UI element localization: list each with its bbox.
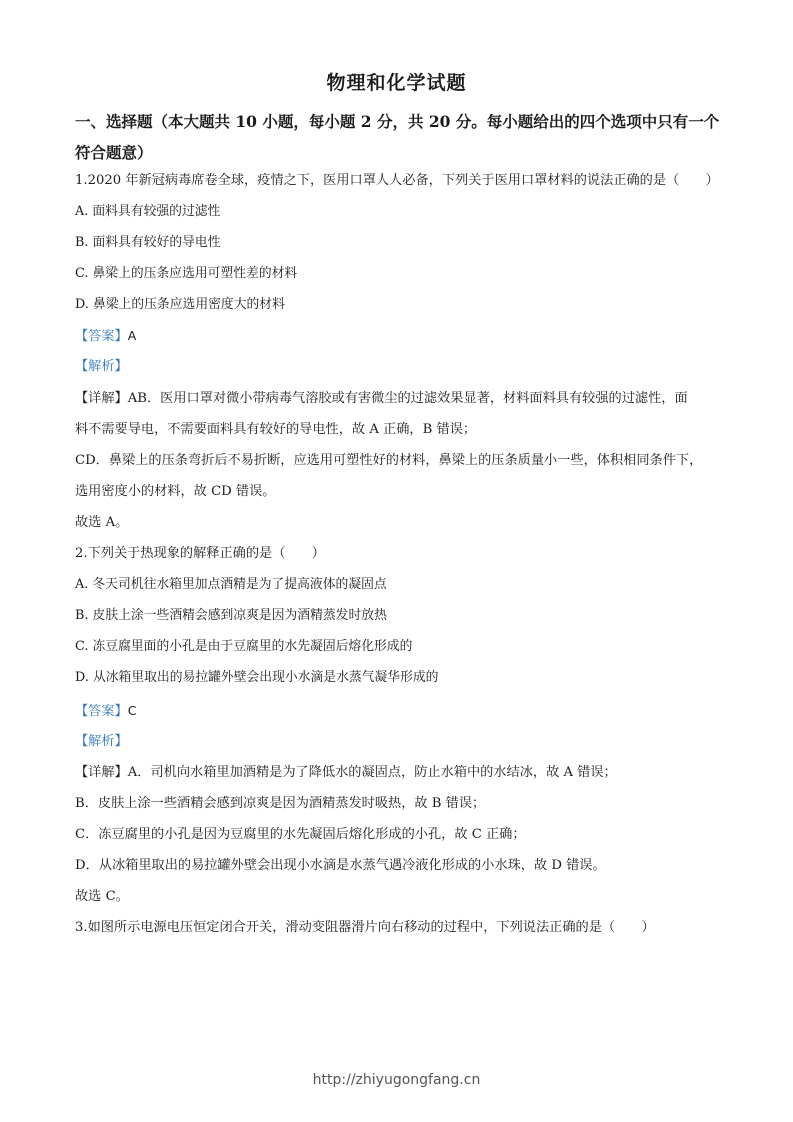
question-2-detail-line-4: D．从冰箱里取出的易拉罐外壁会出现小水滴是水蒸气遇冷液化形成的小水珠，故 D 错误。 [75,858,606,873]
question-1-option-a: A. 面料具有较强的过滤性 [75,204,221,219]
question-2-detail-line-2: B．皮肤上涂一些酒精会感到凉爽是因为酒精蒸发时吸热，故 B 错误； [75,796,486,811]
section-heading-line-2: 符合题意） [75,143,153,162]
question-3-stem: 3.如图所示电源电压恒定闭合开关，滑动变阻器滑片向右移动的过程中，下列说法正确的是（ ） [75,920,655,935]
question-2-answer [75,702,136,721]
answer-label: 【答案】 [75,329,128,344]
question-1-answer [75,327,136,346]
question-2-option-c: C. 冻豆腐里面的小孔是由于豆腐里的水先凝固后熔化形成的 [75,639,413,654]
question-1-stem: 1.2020 年新冠病毒席卷全球，疫情之下，医用口罩人人必备，下列关于医用口罩材料的说法正确的是（ ） [75,173,719,188]
page-title: 物理和化学试题 [326,72,467,94]
question-2-option-a: A. 冬天司机往水箱里加点酒精是为了提高液体的凝固点 [75,577,387,592]
question-2-option-b: B. 皮肤上涂一些酒精会感到凉爽是因为酒精蒸发时放热 [75,608,387,623]
question-2-option-d: D. 从冰箱里取出的易拉罐外壁会出现小水滴是水蒸气凝华形成的 [75,670,439,685]
section-heading-line-1: 一、选择题（本大题共 10 小题，每小题 2 分，共 20 分。每小题给出的四个选项中只有一个 [75,112,720,131]
answer-label: 【答案】 [75,704,128,719]
question-1-analysis-label: 【解析】 [75,359,128,374]
question-1-option-d: D. 鼻梁上的压条应选用密度大的材料 [75,297,285,312]
section-heading [75,106,725,168]
question-2-detail-line-1: 【详解】A．司机向水箱里加酒精是为了降低水的凝固点，防止水箱中的水结冰，故 A 错误； [75,765,617,780]
question-1-option-b: B. 面料具有较好的导电性 [75,235,221,250]
question-1-detail-line-1: 【详解】AB．医用口罩对微小带病毒气溶胶或有害微尘的过滤效果显著，材料面料具有较强的过滤性，面 [75,391,688,406]
answer-value: A [127,328,137,343]
footer-url: http://zhiyugongfang.cn [312,1072,481,1088]
question-2-stem: 2.下列关于热现象的解释正确的是（ ） [75,546,325,561]
question-1-conclusion: 故选 A。 [75,515,129,530]
question-2-conclusion: 故选 C。 [75,889,129,904]
answer-value: C [127,703,137,718]
question-1-detail-line-4: 选用密度小的材料，故 CD 错误。 [75,484,276,499]
question-1-detail-line-2: 料不需要导电，不需要面料具有较好的导电性，故 A 正确，B 错误； [75,422,477,437]
question-1-detail-line-3: CD．鼻梁上的压条弯折后不易折断，应选用可塑性好的材料，鼻梁上的压条质量小一些，体积相同条件下， [75,453,703,468]
question-2-analysis-label: 【解析】 [75,734,128,749]
question-2-detail-line-3: C．冻豆腐里的小孔是因为豆腐里的水先凝固后熔化形成的小孔，故 C 正确； [75,827,526,842]
question-1-option-c: C. 鼻梁上的压条应选用可塑性差的材料 [75,266,298,281]
